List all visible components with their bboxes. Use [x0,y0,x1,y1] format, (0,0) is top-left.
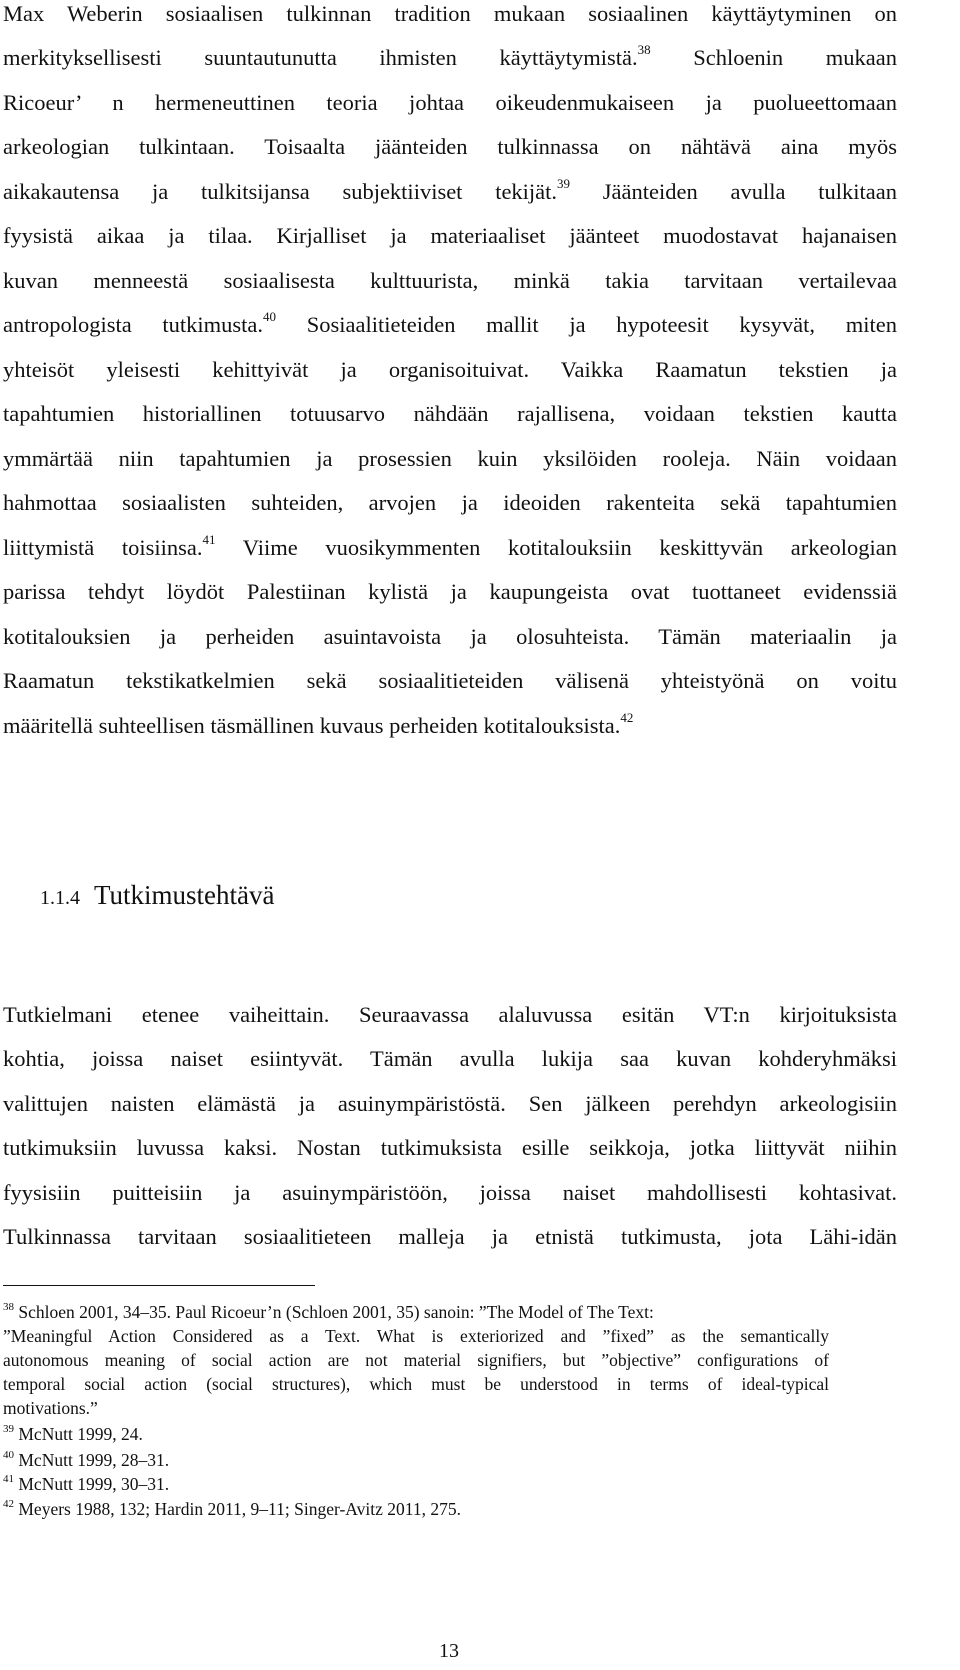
text-line: valittujen naisten elämästä ja asuinympäristöstä. Sen jälkeen perehdyn arkeologisiin [3,1091,897,1116]
footnote-ref-39[interactable]: 39 [557,176,571,191]
text-line: tutkimuksiin luvussa kaksi. Nostan tutkimuksista esille seikkoja, jotka liittyvät niihin [3,1135,897,1160]
footnote-38: $^{38}$ Schloen 2001, 34‒35. Paul Ricoeur’n (Schloen 2001, 35) sanoin: ”The Model of The Text: [3,1301,654,1322]
footnote-ref-42[interactable]: 42 [620,710,634,725]
footnote-ref-38[interactable]: 38 [637,42,651,57]
text-line: fyysisiin puitteisiin ja asuinympäristöön, joissa naiset mahdollisesti kohtasivat. [3,1180,897,1205]
section-number: 1.1.4 [40,887,80,909]
text-line: yhteisöt yleisesti kehittyivät ja organisoituivat. Vaikka Raamatun tekstien ja [3,357,897,382]
text-line: ymmärtää niin tapahtumien ja prosessien kuin yksilöiden rooleja. Näin voidaan [3,446,897,471]
text-line: Tulkinnassa tarvitaan sosiaalitieteen malleja ja etnistä tutkimusta, jota Lähi-idän [3,1224,897,1249]
text-line: hahmottaa sosiaalisten suhteiden, arvojen ja ideoiden rakenteita sekä tapahtumien [3,490,897,515]
footnote-38-line: ”Meaningful Action Considered as a Text. What is exteriorized and ”fixed” as the semantically [3,1326,829,1346]
text-line: parissa tehdyt löydöt Palestiinan kylistä ja kaupungeista ovat tuottaneet evidenssiä [3,579,897,604]
text-line: antropologista tutkimusta.$^{40}$ Sosiaalitieteiden mallit ja hypoteesit kysyvät, miten [3,309,897,337]
footnote-38-line: temporal social action (social structures), which must be understood in terms of ideal-typical [3,1374,829,1394]
text-line: fyysistä aikaa ja tilaa. Kirjalliset ja materiaaliset jäänteet muodostavat hajanaisen [3,223,897,248]
footnote-ref-41[interactable]: 41 [202,532,216,547]
section-title: Tutkimustehtävä [94,880,275,910]
text-line: merkityksellisesti suuntautunutta ihmisten käyttäytymistä.$^{38}$ Schloenin mukaan [3,42,897,70]
footnote-39: $^{39}$ McNutt 1999, 24. [3,1423,143,1444]
text-line: arkeologian tulkintaan. Toisaalta jäänteiden tulkinnassa on nähtävä aina myös [3,134,897,159]
footnote-41: $^{41}$ McNutt 1999, 30‒31. [3,1473,170,1494]
text-line: kohtia, joissa naiset esiintyvät. Tämän avulla lukija saa kuvan kohderyhmäksi [3,1046,897,1071]
footnote-ref-40[interactable]: 40 [263,309,277,324]
text-line: määritellä suhteellisen täsmällinen kuvaus perheiden kotitalouksista.$^{42}$ [3,710,634,738]
text-line: kuvan menneestä sosiaalisesta kulttuurista, minkä takia tarvitaan vertailevaa [3,268,897,293]
text-line: aikakautensa ja tulkitsijansa subjektiiviset tekijät.$^{39}$ Jäänteiden avulla tulkitaan [3,176,897,204]
text-line: tapahtumien historiallinen totuusarvo nähdään rajallisena, voidaan tekstien kautta [3,401,897,426]
footnote-38-line: autonomous meaning of social action are not material signifiers, but ”objective” configurations of [3,1350,829,1370]
text-line: Tutkielmani etenee vaiheittain. Seuraavassa alaluvussa esitän VT:n kirjoituksista [3,1002,897,1027]
page-number: 13 [439,1640,459,1662]
text-line: kotitalouksien ja perheiden asuintavoista ja olosuhteista. Tämän materiaalin ja [3,624,897,649]
footnote-38-line: motivations.” [3,1398,98,1418]
text-line: liittymistä toisiinsa.$^{41}$ Viime vuosikymmenten kotitalouksiin keskittyvän arkeologian [3,532,897,560]
text-line: Ricoeur’ n hermeneuttinen teoria johtaa oikeudenmukaiseen ja puolueettomaan [3,90,897,115]
footnote-40: $^{40}$ McNutt 1999, 28‒31. [3,1449,170,1470]
footnote-42: $^{42}$ Meyers 1988, 132; Hardin 2011, 9‒11; Singer-Avitz 2011, 275. [3,1498,461,1519]
text-line: Max Weberin sosiaalisen tulkinnan tradition mukaan sosiaalinen käyttäytyminen on [3,1,897,26]
text-line: Raamatun tekstikatkelmien sekä sosiaalitieteiden välisenä yhteistyönä on voitu [3,668,897,693]
section-heading [40,880,275,911]
footnote-separator [3,1285,315,1286]
